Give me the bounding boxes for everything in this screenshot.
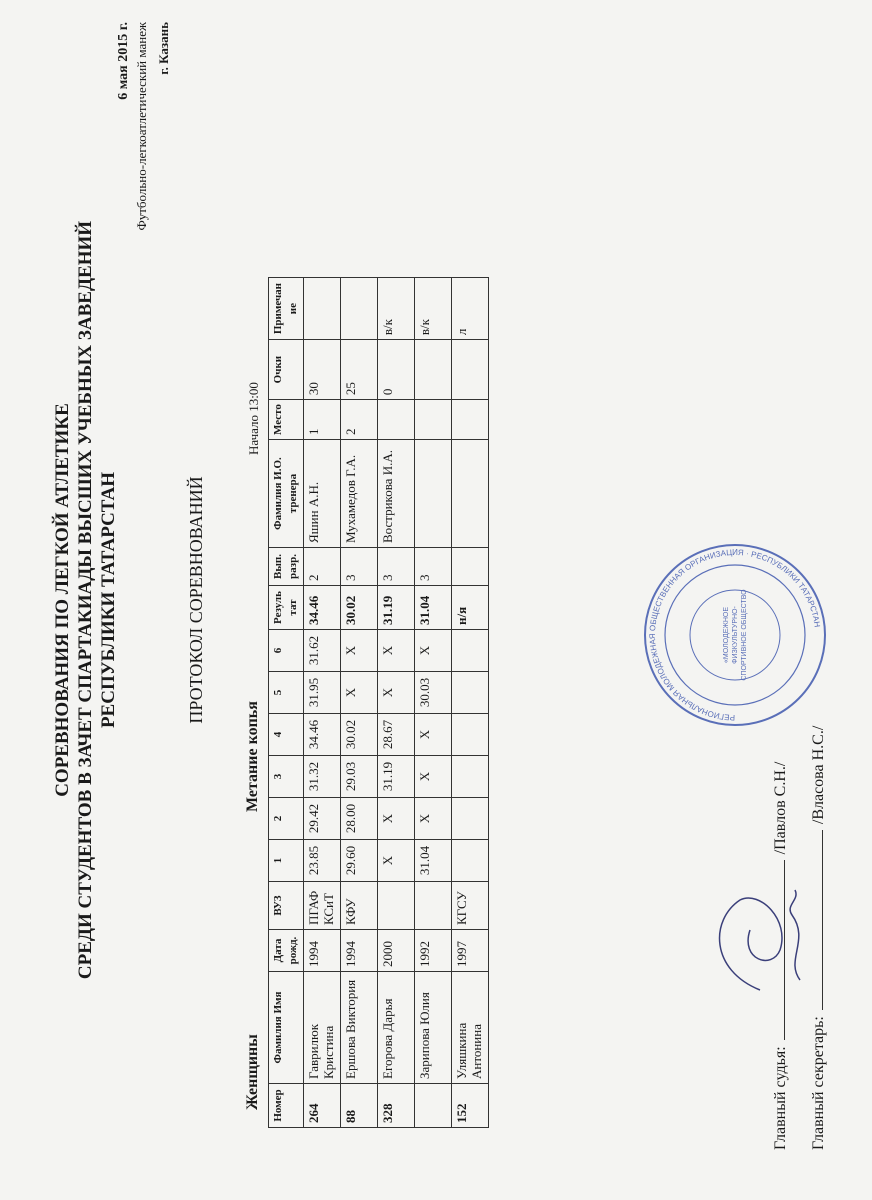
table-cell: 0: [378, 340, 415, 400]
table-cell: 29.42: [304, 798, 341, 840]
column-header: Место: [269, 400, 304, 440]
table-cell: 30.02: [341, 714, 378, 756]
column-header: 3: [269, 756, 304, 798]
table-cell: [304, 278, 341, 340]
table-row: [415, 278, 452, 1128]
table-row: [341, 278, 378, 1128]
table-cell: 1997: [452, 930, 489, 972]
table-cell: 34.46: [304, 586, 341, 630]
table-cell: X: [378, 798, 415, 840]
table-cell: [452, 630, 489, 672]
column-header: Фамилия И.О. тренера: [269, 440, 304, 548]
table-cell: [341, 278, 378, 340]
event-label: Метание копья: [244, 701, 261, 812]
table-row: [378, 278, 415, 1128]
table-cell: X: [341, 630, 378, 672]
title-line-3: РЕСПУБЛИКИ ТАТАРСТАН: [98, 471, 119, 729]
table-cell: 264: [304, 1084, 341, 1128]
table-cell: [452, 340, 489, 400]
table-cell: 31.32: [304, 756, 341, 798]
table-cell: Гаврилюк Кристина: [304, 972, 341, 1084]
table-cell: н/я: [452, 586, 489, 630]
secretary-label: Главный секретарь:: [810, 1016, 827, 1150]
stamp-inner-line-3: СПОРТИВНОЕ ОБЩЕСТВО: [741, 589, 748, 681]
start-time: Начало 13:00: [246, 382, 261, 455]
table-cell: 31.04: [415, 586, 452, 630]
judge-label: Главный судья:: [772, 1046, 789, 1150]
table-cell: 25: [341, 340, 378, 400]
table-cell: 31.19: [378, 756, 415, 798]
table-cell: [415, 340, 452, 400]
table-cell: [452, 400, 489, 440]
table-cell: ПГАФ КСиТ: [304, 882, 341, 930]
table-cell: [415, 400, 452, 440]
table-cell: 23.85: [304, 840, 341, 882]
title-line-2: СРЕДИ СТУДЕНТОВ В ЗАЧЕТ СПАРТАКИАДЫ ВЫСШИХ УЧЕБНЫХ ЗАВЕДЕНИЙ: [75, 220, 96, 980]
table-cell: 2: [341, 400, 378, 440]
column-header: 6: [269, 630, 304, 672]
table-cell: 1994: [341, 930, 378, 972]
table-cell: 2000: [378, 930, 415, 972]
table-cell: 31.04: [415, 840, 452, 882]
table-cell: X: [341, 672, 378, 714]
table-cell: X: [415, 714, 452, 756]
table-cell: [452, 548, 489, 586]
table-cell: 30: [304, 340, 341, 400]
organization-stamp: [640, 540, 830, 730]
column-header: Вып. разр.: [269, 548, 304, 586]
table-cell: X: [415, 630, 452, 672]
stamp-outer-text: РЕГИОНАЛЬНАЯ МОЛОДЕЖНАЯ ОБЩЕСТВЕННАЯ ОРГАНИЗАЦИЯ · РЕСПУБЛИКИ ТАТАРСТАН: [647, 547, 822, 723]
table-cell: X: [378, 840, 415, 882]
table-cell: 1994: [304, 930, 341, 972]
group-label: Женщины: [244, 1034, 261, 1110]
table-cell: [415, 1084, 452, 1128]
column-header: Примечан ие: [269, 278, 304, 340]
column-header: ВУЗ: [269, 882, 304, 930]
table-cell: 30.03: [415, 672, 452, 714]
table-row: [304, 278, 341, 1128]
table-cell: 28.67: [378, 714, 415, 756]
table-cell: л: [452, 278, 489, 340]
table-cell: 1: [304, 400, 341, 440]
table-cell: 88: [341, 1084, 378, 1128]
table-cell: X: [378, 672, 415, 714]
table-cell: Яшин А.Н.: [304, 440, 341, 548]
protocol-title: ПРОТОКОЛ СОРЕВНОВАНИЙ: [186, 476, 206, 724]
table-cell: 31.95: [304, 672, 341, 714]
column-header: Дата рожд.: [269, 930, 304, 972]
table-cell: [378, 400, 415, 440]
table-cell: [415, 440, 452, 548]
table-cell: в/к: [378, 278, 415, 340]
table-cell: Зарипова Юлия: [415, 972, 452, 1084]
table-cell: 152: [452, 1084, 489, 1128]
table-cell: 31.62: [304, 630, 341, 672]
table-cell: Мухамедов Г.А.: [341, 440, 378, 548]
table-cell: 29.60: [341, 840, 378, 882]
secretary-name: /Власова Н.С./: [810, 725, 827, 825]
table-header-row: [269, 278, 304, 1128]
table-cell: X: [415, 798, 452, 840]
table-cell: 3: [378, 548, 415, 586]
column-header: 2: [269, 798, 304, 840]
table-cell: [378, 882, 415, 930]
table-cell: Егорова Дарья: [378, 972, 415, 1084]
table-cell: [415, 882, 452, 930]
table-cell: [452, 672, 489, 714]
stamp-inner-line-2: ФИЗКУЛЬТУРНО-: [732, 606, 739, 664]
column-header: 4: [269, 714, 304, 756]
column-header: 5: [269, 672, 304, 714]
venue: Футбольно-легкоатлетический манеж: [134, 22, 149, 231]
judge-name: /Павлов С.Н./: [772, 761, 789, 855]
table-cell: 34.46: [304, 714, 341, 756]
table-cell: [452, 440, 489, 548]
table-body: [304, 278, 489, 1128]
column-header: 1: [269, 840, 304, 882]
table-cell: X: [378, 630, 415, 672]
competition-date: 6 мая 2015 г.: [116, 22, 131, 100]
handwritten-signature: [700, 880, 830, 1010]
table-cell: 328: [378, 1084, 415, 1128]
table-cell: в/к: [415, 278, 452, 340]
table-cell: [452, 840, 489, 882]
table-cell: 2: [304, 548, 341, 586]
table-cell: КФУ: [341, 882, 378, 930]
table-cell: X: [415, 756, 452, 798]
table-cell: Уляшкина Антонина: [452, 972, 489, 1084]
city: г. Казань: [156, 22, 171, 75]
table-cell: 3: [415, 548, 452, 586]
table-cell: [452, 756, 489, 798]
table-cell: 31.19: [378, 586, 415, 630]
table-cell: 1992: [415, 930, 452, 972]
table-cell: 28.00: [341, 798, 378, 840]
table-cell: [452, 798, 489, 840]
table-cell: 30.02: [341, 586, 378, 630]
table-cell: Вострикова И.А.: [378, 440, 415, 548]
column-header: Очки: [269, 340, 304, 400]
table-cell: Ершова Виктория: [341, 972, 378, 1084]
title-line-1: СОРЕВНОВАНИЯ ПО ЛЕГКОЙ АТЛЕТИКЕ: [52, 403, 73, 797]
column-header: Номер: [269, 1084, 304, 1128]
table-cell: [452, 714, 489, 756]
results-table: [268, 277, 489, 1128]
table-cell: КГСУ: [452, 882, 489, 930]
table-cell: 29.03: [341, 756, 378, 798]
stamp-inner-line-1: «МОЛОДЕЖНОЕ: [723, 606, 730, 664]
table-row: [452, 278, 489, 1128]
column-header: Фамилия Имя: [269, 972, 304, 1084]
table-cell: 3: [341, 548, 378, 586]
column-header: Резуль тат: [269, 586, 304, 630]
